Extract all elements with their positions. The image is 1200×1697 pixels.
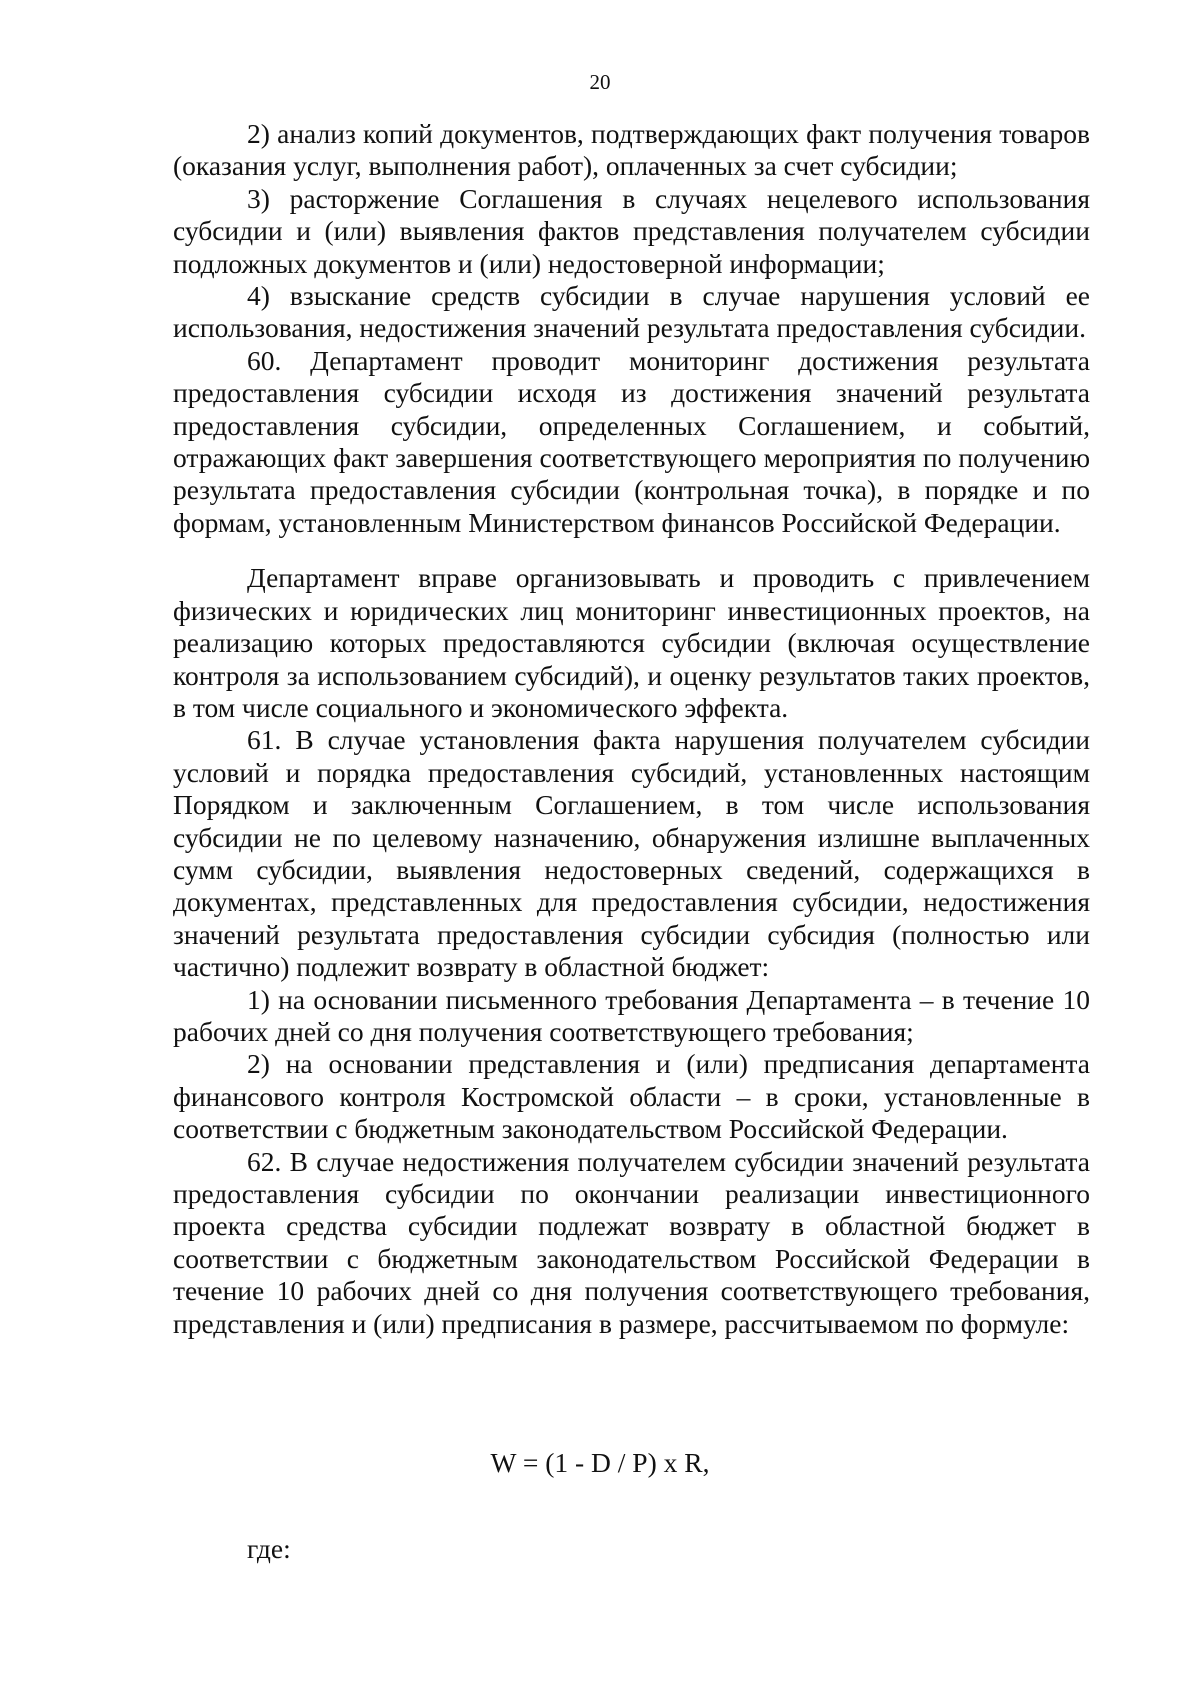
- paragraph-item-2-analysis: 2) анализ копий документов, подтверждающих факт получения товаров (оказания услуг, выполнения работ), оплаченных за счет субсидии;: [173, 118, 1090, 182]
- refund-formula: W = (1 - D / P) x R,: [490, 1447, 710, 1478]
- paragraph-61-violation: 61. В случае установления факта нарушения получателем субсидии условий и порядка предоставления субсидий, установленных настоящим Порядком и заключенным Соглашением, в том числе использования субсидии не по целевому назначению, обнаружения излишне выплаченных сумм субсидии, выявления недостоверных сведений, содержащихся в документах, представленных для предоставления субсидии, недостижения значений результата предоставления субсидии субсидия (полностью или частично) подлежит возврату в областной бюджет:: [173, 724, 1090, 983]
- paragraph-item-3-termination: 3) расторжение Соглашения в случаях нецелевого использования субсидии и (или) выявления фактов представления получателем субсидии подложных документов и (или) недостоверной информации;: [173, 182, 1090, 279]
- page-number: 20: [589, 70, 611, 94]
- paragraph-item-4-recovery: 4) взыскание средств субсидии в случае нарушения условий ее использования, недостижения значений результата предоставления субсидии.: [173, 280, 1090, 344]
- paragraph-item-1-written-demand: 1) на основании письменного требования Департамента – в течение 10 рабочих дней со дня получения соответствующего требования;: [173, 983, 1090, 1047]
- where-label: где:: [247, 1533, 291, 1564]
- document-body: [173, 118, 1090, 1340]
- paragraph-62-non-achievement: 62. В случае недостижения получателем субсидии значений результата предоставления субсидии по окончании реализации инвестиционного проекта средства субсидии подлежат возврату в областной бюджет в соответствии с бюджетным законодательством Российской Федерации в течение 10 рабочих дней со дня получения соответствующего требования, представления и (или) предписания в размере, рассчитываемом по формуле:: [173, 1145, 1090, 1339]
- paragraph-department-monitoring: Департамент вправе организовывать и проводить с привлечением физических и юридических лиц мониторинг инвестиционных проектов, на реализацию которых предоставляются субсидии (включая осуществление контроля за использованием субсидий), и оценку результатов таких проектов, в том числе социального и экономического эффекта.: [173, 562, 1090, 723]
- paragraph-item-2-financial-control: 2) на основании представления и (или) предписания департамента финансового контроля Костромской области – в сроки, установленные в соответствии с бюджетным законодательством Российской Федерации.: [173, 1048, 1090, 1145]
- paragraph-60-monitoring: 60. Департамент проводит мониторинг достижения результата предоставления субсидии исходя из достижения значений результата предоставления субсидии, определенных Соглашением, и событий, отражающих факт завершения соответствующего мероприятия по получению результата предоставления субсидии (контрольная точка), в порядке и по формам, установленным Министерством финансов Российской Федерации.: [173, 344, 1090, 538]
